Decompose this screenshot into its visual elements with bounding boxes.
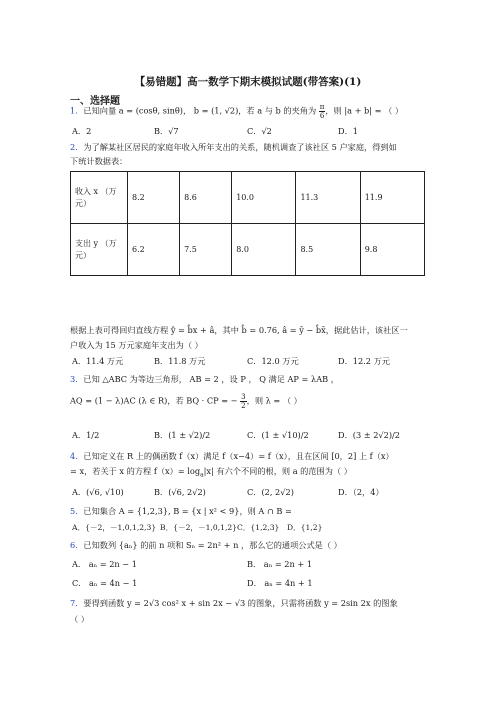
question-2-regression: 根据上表可得回归直线方程 ŷ = b̂x + â，其中 b̂ = 0.76, â = ȳ − b̂x̄，据此估计，该社区一 [70,325,408,335]
row-header-income: 收入 x （万元） [71,172,128,224]
choice-b[interactable]: B．(√6, 2√2) [154,487,206,497]
question-text-tail: ，则 |a + b| = （ ） [325,105,404,116]
choice-a[interactable]: A．2 [72,126,92,136]
statistics-table [70,171,425,276]
row-header-expense: 支出 y （万元） [71,224,128,276]
question-2-line2: 下统计数据表： [70,156,128,166]
question-text: 为了解某社区居民的家庭年收入所年支出的关系，随机调查了该社区 5 户家庭，得到如 [83,142,397,152]
choice-a[interactable]: A．{－2，－1,0,1,2,3} [72,523,157,532]
choice-d[interactable]: D．{1,2} [287,523,323,532]
table-cell: 10.0 [232,172,296,224]
choice-b[interactable]: B．11.8 万元 [154,356,206,366]
table-row [71,172,425,224]
table-cell: 8.5 [296,224,360,276]
choice-d[interactable]: D．（2，4） [338,487,384,497]
question-7-line2: （ ） [70,614,89,624]
question-4 [70,451,394,462]
table-cell: 11.9 [360,172,424,224]
choice-c[interactable]: C． aₙ = 4n − 1 [72,578,138,588]
fraction: $\frac{\pi}{6}$ [319,103,325,120]
table-row [71,224,425,276]
question-2 [70,142,397,153]
question-2-prompt: 户收入为 15 万元家庭年支出为（ ） [70,340,203,350]
choice-c[interactable]: C．√2 [247,126,272,136]
question-6 [70,540,342,551]
choice-c[interactable]: C．(2, 2√2) [247,487,294,497]
choice-c[interactable]: C．12.0 万元 [247,356,299,366]
question-text: 已知 △ABC 为等边三角形， AB = 2 ，设 P ， Q 满足 AP = λAB ， [83,374,339,384]
table-cell: 8.6 [180,172,232,224]
question-4-line2: = x，若关于 x 的方程 $f(x)= \log_a|x|$ 有六个不同的根，则 a 的范围为（ ） [70,466,352,479]
table-cell: 8.0 [232,224,296,276]
section-heading: 一、选择题 [70,96,120,107]
question-number: 4． [70,451,84,461]
question-7 [70,598,398,609]
choice-a[interactable]: A．1/2 [72,430,100,440]
table-cell: 9.8 [360,224,424,276]
question-text: 已知向量 a = (cosθ, sinθ)， b = (1, √2)，若 a 与 b 的夹角为 [83,105,317,116]
table-cell: 6.2 [128,224,180,276]
question-number: 6． [70,540,84,550]
question-5 [70,506,292,517]
choice-b[interactable]: B．(1 ± √2)/2 [154,430,211,440]
question-text: 已知定义在 R 上的偶函数 f（x）满足 f（x−4）= f（x），且在区间 [0，2] 上 f（x） [83,451,394,461]
choice-d[interactable]: D． aₙ = 4n + 1 [247,578,313,588]
fraction: $\frac{3}{2}$ [241,393,246,410]
choice-d[interactable]: D．12.2 万元 [338,356,390,366]
choice-b[interactable]: B． aₙ = 2n + 1 [247,559,313,569]
question-1 [70,103,403,120]
question-number: 7． [70,598,84,608]
question-number: 2． [70,142,84,152]
question-number: 1． [70,105,84,116]
choice-a[interactable]: A．11.4 万元 [72,356,124,366]
choice-a[interactable]: A．(√6, √10) [72,487,124,497]
question-number: 5． [70,506,84,516]
question-number: 3． [70,374,84,384]
table-cell: 11.3 [296,172,360,224]
table-cell: 7.5 [180,224,232,276]
question-text: 要得到函数 y = 2√3 cos² x + sin 2x − √3 的图象，只需将函数 y = 2sin 2x 的图象 [83,598,398,608]
question-text: 已知数列 {aₙ} 的前 n 项和 Sₙ = 2n² + n ，那么它的通项公式是（ ） [83,540,342,550]
question-3-line2: AQ = (1 − λ)AC (λ ∈ R)，若 BQ · CP = − $\frac{3}{2}$ ，则 λ = （ ） [70,393,302,410]
choice-a[interactable]: A． aₙ = 2n − 1 [72,559,137,569]
choice-b[interactable]: B．{－2，－1,0,1,2} [160,523,238,532]
document-title: 【易错题】高一数学下期末模拟试题(带答案)(1) [134,76,362,88]
choice-b[interactable]: B．√7 [154,126,179,136]
choice-d[interactable]: D．(3 ± 2√2)/2 [338,430,401,440]
table-cell: 8.2 [128,172,180,224]
choice-d[interactable]: D．1 [338,126,358,136]
choice-c[interactable]: C．(1 ± √10)/2 [247,430,309,440]
choice-c[interactable]: C．{1,2,3} [237,523,280,532]
question-text: 已知集合 A = {1,2,3}, B = {x | x² < 9}，则 A ∩ B = [83,506,292,516]
question-3 [70,374,339,385]
